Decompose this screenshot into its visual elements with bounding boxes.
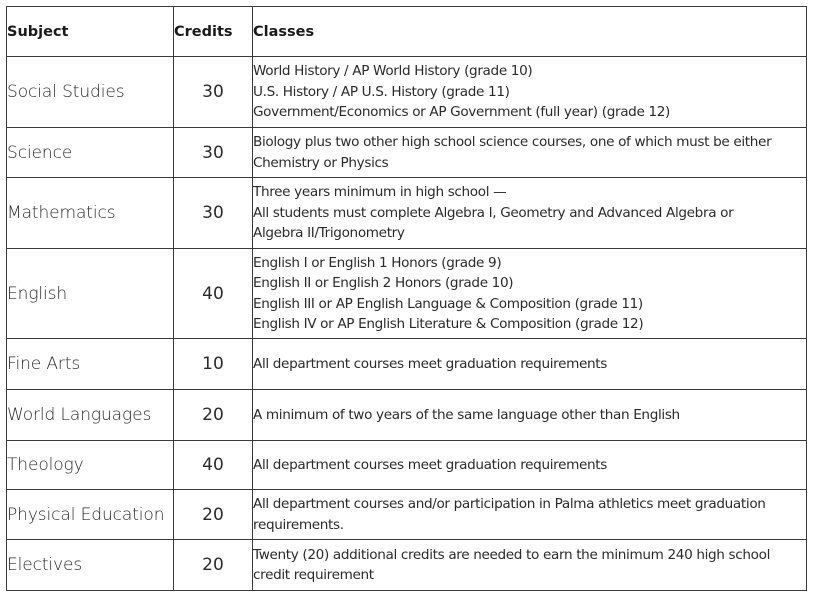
subject-cell: World Languages — [7, 390, 174, 441]
class-line: Government/Economics or AP Government (full year) (grade 12) — [253, 104, 671, 121]
classes-cell — [253, 249, 807, 339]
credits-cell: 40 — [174, 249, 253, 339]
class-line: A minimum of two years of the same language other than English — [253, 406, 680, 423]
table-row — [7, 339, 807, 390]
table-row — [7, 57, 807, 128]
classes-cell — [253, 540, 807, 591]
table-row — [7, 128, 807, 178]
header-subject: Subject — [7, 7, 174, 57]
subject-cell: Electives — [7, 540, 174, 591]
classes-cell — [253, 57, 807, 128]
class-line: Algebra II/Trigonometry — [253, 225, 405, 242]
class-line: requirements. — [253, 516, 344, 533]
class-line: Biology plus two other high school science courses, one of which must be either — [253, 134, 772, 150]
credits-cell: 20 — [174, 390, 253, 441]
subject-cell: Theology — [7, 441, 174, 490]
class-line: All department courses meet graduation requirements — [253, 355, 607, 372]
class-line: All students must complete Algebra I, Geometry and Advanced Algebra or — [253, 204, 734, 221]
class-line: English I or English 1 Honors (grade 9) — [253, 254, 502, 271]
credits-cell: 40 — [174, 441, 253, 490]
credits-cell: 30 — [174, 57, 253, 128]
table-row — [7, 390, 807, 441]
class-line: All department courses and/or participation in Palma athletics meet graduation — [253, 496, 766, 512]
classes-cell — [253, 178, 807, 249]
credits-cell: 20 — [174, 540, 253, 591]
class-line: World History / AP World History (grade 10) — [253, 63, 533, 80]
class-line: English III or AP English Language & Composition (grade 11) — [253, 295, 643, 312]
classes-cell — [253, 441, 807, 490]
class-line: Twenty (20) additional credits are needed to earn the minimum 240 high school — [253, 546, 771, 563]
subject-cell: Social Studies — [7, 57, 174, 128]
credits-cell: 10 — [174, 339, 253, 390]
subject-cell: Physical Education — [7, 490, 174, 540]
subject-cell: Fine Arts — [7, 339, 174, 390]
class-line: All department courses meet graduation requirements — [253, 456, 607, 473]
class-line: U.S. History / AP U.S. History (grade 11) — [253, 83, 510, 100]
class-line: English IV or AP English Literature & Composition (grade 12) — [253, 316, 644, 332]
class-line: Three years minimum in high school — — [253, 184, 507, 201]
subject-cell: Mathematics — [7, 178, 174, 249]
table-row — [7, 490, 807, 540]
graduation-requirements-table — [6, 6, 807, 591]
class-line: credit requirement — [253, 567, 374, 583]
header-classes: Classes — [253, 7, 807, 57]
subject-cell: Science — [7, 128, 174, 178]
classes-cell — [253, 390, 807, 441]
subject-cell: English — [7, 249, 174, 339]
table-row — [7, 540, 807, 591]
table-row — [7, 441, 807, 490]
classes-cell — [253, 339, 807, 390]
header-credits: Credits — [174, 7, 253, 57]
class-line: English II or English 2 Honors (grade 10) — [253, 275, 514, 291]
header-row — [7, 7, 807, 57]
classes-cell — [253, 490, 807, 540]
credits-cell: 30 — [174, 178, 253, 249]
classes-cell — [253, 128, 807, 178]
table-row — [7, 178, 807, 249]
credits-cell: 30 — [174, 128, 253, 178]
table-row — [7, 249, 807, 339]
class-line: Chemistry or Physics — [253, 154, 389, 171]
credits-cell: 20 — [174, 490, 253, 540]
